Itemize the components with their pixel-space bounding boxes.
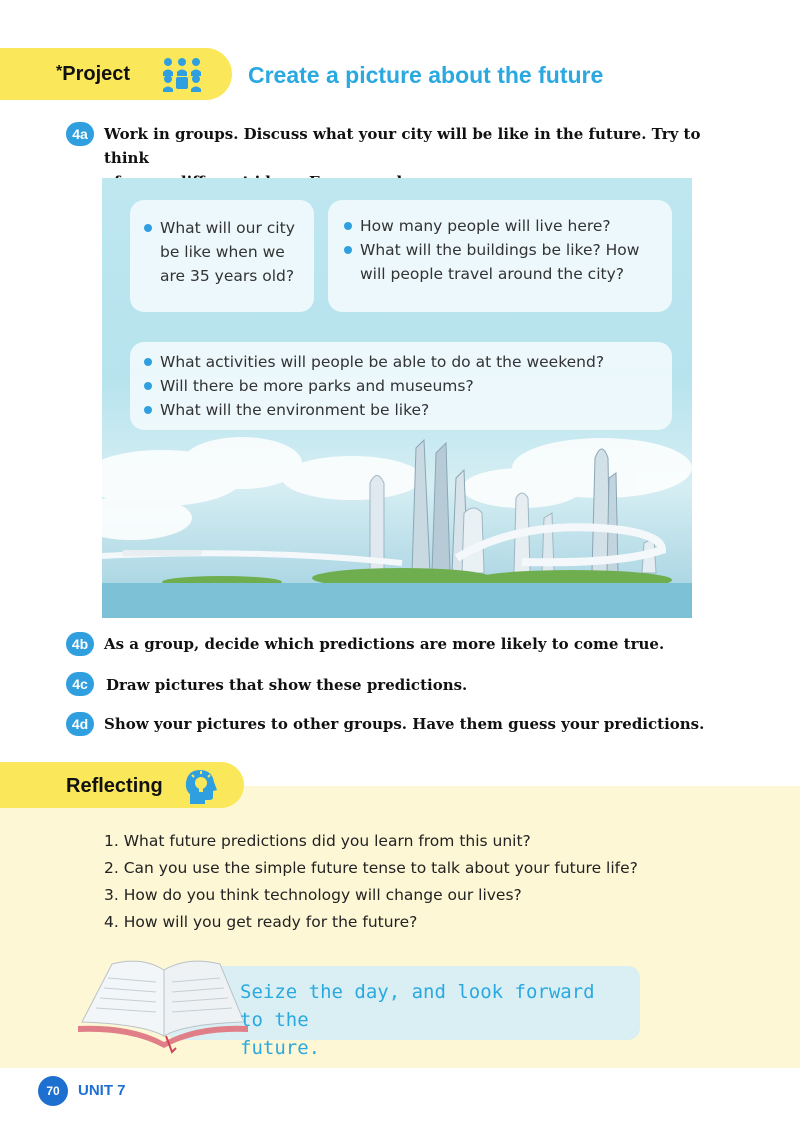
reflecting-question: 2. Can you use the simple future tense to talk about your future life? <box>104 859 638 877</box>
project-title: Create a picture about the future <box>248 62 604 88</box>
example-card-3 <box>130 342 672 430</box>
project-star: * <box>56 63 63 80</box>
reflecting-label: Reflecting <box>66 775 163 797</box>
group-work-icon <box>160 55 204 93</box>
example-card-1 <box>130 200 314 312</box>
project-label-text: Project <box>62 63 131 85</box>
task-4b-text: As a group, decide which predictions are more likely to come true. <box>104 635 665 653</box>
task-badge-4b: 4b <box>66 632 94 656</box>
task-4d-text: Show your pictures to other groups. Have them guess your predictions. <box>104 715 705 733</box>
example-question <box>142 216 302 288</box>
task-4a-line1: Work in groups. Discuss what your city will be like in the future. Try to think <box>104 125 701 167</box>
example-line: What will the buildings be like? How <box>360 241 640 259</box>
example-line: What will our city <box>160 219 295 237</box>
water <box>102 583 692 618</box>
example-line: be like when we <box>160 243 285 261</box>
example-question: Will there be more parks and museums? <box>142 374 660 398</box>
unit-label: UNIT 7 <box>78 1082 126 1099</box>
example-line: will people travel around the city? <box>360 265 624 283</box>
example-question: How many people will live here? <box>342 214 660 238</box>
example-card-2 <box>328 200 672 312</box>
project-label <box>56 63 130 86</box>
head-lightbulb-icon <box>184 766 220 806</box>
example-line: are 35 years old? <box>160 267 295 285</box>
future-city-panel <box>102 178 692 618</box>
example-question: What will the environment be like? <box>142 398 660 422</box>
quote-line: future. <box>240 1037 321 1059</box>
quote-line: Seize the day, and look forward to the <box>240 981 595 1031</box>
page-number: 70 <box>38 1076 68 1106</box>
task-badge-4a: 4a <box>66 122 94 146</box>
reflecting-question: 3. How do you think technology will change our lives? <box>104 886 522 904</box>
task-4c-text: Draw pictures that show these predictions. <box>106 676 468 694</box>
reflecting-question: 4. How will you get ready for the future? <box>104 913 418 931</box>
example-question: What activities will people be able to do at the weekend? <box>142 350 660 374</box>
motivational-quote <box>240 978 620 1062</box>
reflecting-questions <box>104 828 638 936</box>
open-book-icon <box>72 944 252 1054</box>
task-badge-4c: 4c <box>66 672 94 696</box>
train <box>122 550 202 556</box>
task-badge-4d: 4d <box>66 712 94 736</box>
reflecting-question: 1. What future predictions did you learn from this unit? <box>104 832 531 850</box>
example-question <box>342 238 660 286</box>
